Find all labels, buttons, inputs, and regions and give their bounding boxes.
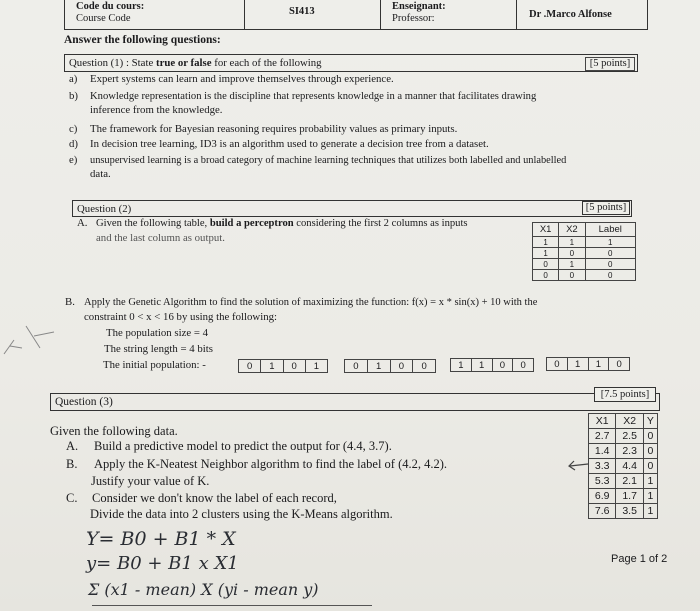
- q2-title: Question (2): [77, 203, 132, 215]
- table-row: [533, 237, 636, 248]
- table-cell: 0: [559, 270, 585, 281]
- q1-title: Question (1) : State true or false for each of the following: [69, 57, 322, 69]
- q3-a-letter: A.: [66, 439, 79, 453]
- q1-item-d-text: In decision tree learning, ID3 is an algorithm used to generate a decision tree from a dataset.: [90, 138, 489, 150]
- q2-b-text-2: constraint 0 < x < 16 by using the following:: [84, 311, 278, 323]
- table-row: [589, 429, 658, 444]
- q2-points: [5 points]: [582, 201, 630, 215]
- ga-population-size: The population size = 4: [106, 327, 209, 339]
- teacher-label-fr: Enseignant:: [392, 1, 446, 12]
- pointer-arrow-icon: [566, 456, 590, 474]
- q3-a-text: Build a predictive model to predict the output for (4.4, 3.7).: [94, 439, 392, 453]
- q3-c-text-2: Divide the data into 2 clusters using the K-Means algorithm.: [90, 507, 393, 521]
- table-row: [589, 459, 658, 474]
- table-cell: 1: [533, 248, 559, 259]
- q2-b-text: Apply the Genetic Algorithm to find the solution of maximizing the function: f(x) = x * sin(x) + 10 with the: [84, 297, 538, 308]
- table-cell: 0: [643, 459, 657, 474]
- q3-points: [7.5 points]: [594, 387, 656, 402]
- q3-b-text: Apply the K-Neatest Neighbor algorithm to find the label of (4.2, 4.2).: [94, 457, 448, 471]
- table-cell: 0: [533, 270, 559, 281]
- perceptron-header-row: [533, 223, 636, 237]
- q1-item-c-letter: c): [69, 123, 78, 135]
- table-cell: 1: [643, 504, 657, 519]
- q1-item-b-text: Knowledge representation is the discipline that represents knowledge in a manner that facilitates drawing: [90, 91, 537, 102]
- q1-item-b-text-2: inference from the knowledge.: [90, 104, 223, 116]
- instructions-heading: Answer the following questions:: [64, 34, 221, 46]
- table-cell: 0: [559, 248, 585, 259]
- table-row: [533, 248, 636, 259]
- teacher-label-cell: [381, 0, 517, 29]
- table-cell: 2.5: [616, 429, 643, 444]
- handwritten-equation-3: Σ (x1 - mean) X (yi - mean y): [88, 580, 319, 599]
- q3-c-text: Consider we don't know the label of each record,: [92, 491, 337, 505]
- table-row: [589, 489, 658, 504]
- teacher-name-cell: [517, 0, 649, 29]
- table-cell: 0: [585, 270, 635, 281]
- table-cell: 3.5: [616, 504, 643, 519]
- table-cell: 1: [585, 237, 635, 248]
- perceptron-col-x2: X2: [559, 223, 585, 237]
- table-row: [589, 474, 658, 489]
- table-cell: 0: [643, 429, 657, 444]
- q3-title: Question (3): [55, 396, 113, 408]
- q3-intro: Given the following data.: [50, 424, 178, 438]
- course-code-label-cell: [65, 0, 245, 29]
- q1-item-e-letter: e): [69, 154, 78, 166]
- q1-item-c-text: The framework for Bayesian reasoning requires probability values as primary inputs.: [90, 123, 458, 135]
- table-cell: 0: [643, 444, 657, 459]
- course-code-cell: [245, 0, 381, 29]
- table-cell: 1.4: [589, 444, 616, 459]
- q2-a-text: Given the following table, build a perceptron considering the first 2 columns as inputs: [96, 218, 468, 229]
- perceptron-col-x1: X1: [533, 223, 559, 237]
- knn-col-y: Y: [643, 414, 657, 429]
- table-cell: 0: [585, 259, 635, 270]
- course-label-fr: Code du cours:: [76, 1, 145, 12]
- knn-col-x2: X2: [616, 414, 643, 429]
- perceptron-col-label: Label: [585, 223, 635, 237]
- table-cell: 1: [643, 474, 657, 489]
- knn-header-row: [589, 414, 658, 429]
- table-cell: 3.3: [589, 459, 616, 474]
- table-row: [533, 259, 636, 270]
- knn-data-table: [588, 413, 658, 519]
- table-cell: 1.7: [616, 489, 643, 504]
- course-label-en: Course Code: [76, 13, 131, 24]
- q2-b-letter: B.: [65, 296, 75, 308]
- teacher-name: Dr .Marco Alfonse: [529, 9, 612, 20]
- q1-item-e-text: unsupervised learning is a broad category of machine learning techniques that utilizes both labelled and unlabelled: [90, 155, 567, 166]
- course-header-table: [64, 0, 648, 30]
- population-string-2: 0 1 0 0: [344, 359, 436, 373]
- handwritten-equation-2: y= B0 + B1 x X1: [86, 553, 239, 574]
- ga-string-length: The string length = 4 bits: [104, 343, 213, 355]
- table-cell: 1: [559, 259, 585, 270]
- q1-item-d-letter: d): [69, 138, 78, 150]
- table-row: [589, 444, 658, 459]
- teacher-label-en: Professor:: [392, 13, 435, 24]
- ga-initial-population-label: The initial population: -: [103, 359, 206, 371]
- q1-item-e-text-2: data.: [90, 168, 111, 180]
- table-cell: 0: [533, 259, 559, 270]
- q3-c-letter: C.: [66, 491, 78, 505]
- knn-col-x1: X1: [589, 414, 616, 429]
- population-string-4: 0 1 1 0: [546, 357, 630, 371]
- q1-item-a-text: Expert systems can learn and improve themselves through experience.: [90, 73, 394, 85]
- q1-title-box: [64, 54, 638, 72]
- course-code: SI413: [289, 6, 315, 17]
- table-cell: 4.4: [616, 459, 643, 474]
- table-cell: 2.7: [589, 429, 616, 444]
- page-number: Page 1 of 2: [611, 553, 668, 565]
- table-cell: 1: [559, 237, 585, 248]
- q1-points: [5 points]: [585, 57, 635, 71]
- q3-title-box: [50, 393, 660, 411]
- q3-b-letter: B.: [66, 457, 78, 471]
- table-cell: 5.3: [589, 474, 616, 489]
- q2-title-box: [72, 200, 632, 217]
- handwritten-equation-1: Y= B0 + B1 * X: [86, 528, 236, 550]
- table-cell: 0: [585, 248, 635, 259]
- table-cell: 1: [533, 237, 559, 248]
- table-row: [589, 504, 658, 519]
- margin-scribble-icon: [0, 318, 60, 362]
- table-cell: 2.3: [616, 444, 643, 459]
- table-cell: 7.6: [589, 504, 616, 519]
- table-cell: 6.9: [589, 489, 616, 504]
- perceptron-table: [532, 222, 636, 281]
- table-cell: 2.1: [616, 474, 643, 489]
- q2-a-text-2: and the last column as output.: [96, 232, 225, 244]
- q1-item-b-letter: b): [69, 90, 78, 102]
- table-cell: 1: [643, 489, 657, 504]
- population-string-1: 0 1 0 1: [238, 359, 328, 373]
- population-string-3: 1 1 0 0: [450, 358, 534, 372]
- table-row: [533, 270, 636, 281]
- q1-item-a-letter: a): [69, 73, 78, 85]
- q3-b-text-2: Justify your value of K.: [91, 474, 210, 488]
- handwriting-underline: [92, 605, 372, 606]
- q2-a-letter: A.: [77, 217, 88, 229]
